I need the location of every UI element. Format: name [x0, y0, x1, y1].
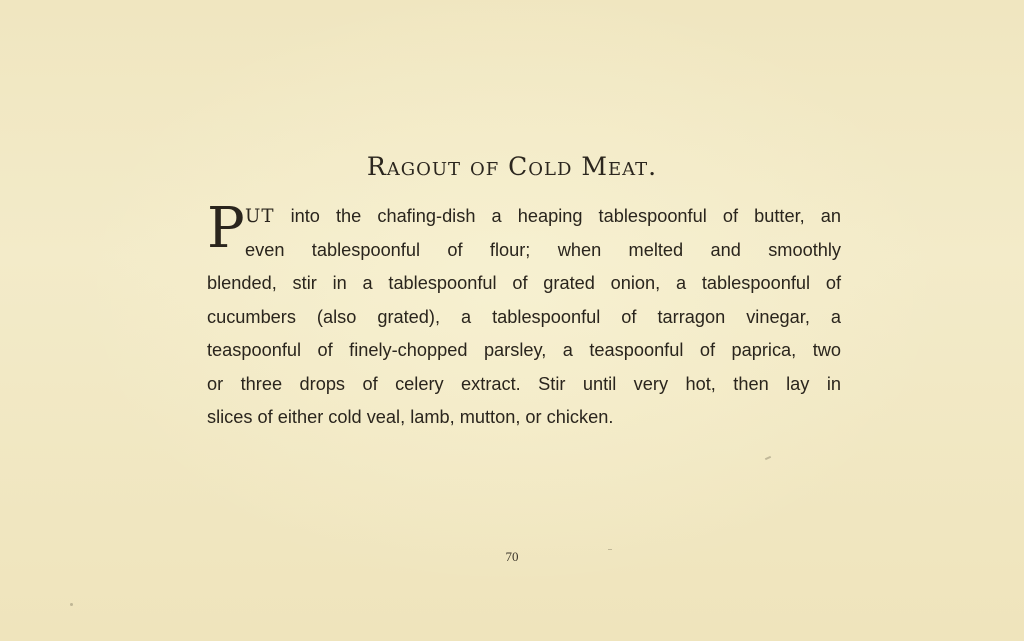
paragraph-line-3: blended, stir in a tablespoonful of grated onion, a tablespoonful of [207, 273, 841, 293]
recipe-paragraph [207, 196, 841, 435]
first-line-text: into the chafing-dish a heaping tablespoonful of butter, an [274, 206, 841, 226]
drop-cap-letter: P [207, 196, 245, 261]
paragraph-line-2: even tablespoonful of flour; when melted and smoothly [245, 239, 841, 260]
recipe-title: Ragout of Cold Meat. [366, 152, 658, 181]
paragraph-line-4: cucumbers (also grated), a tablespoonful of tarragon vinegar, a [207, 306, 841, 327]
paper-speck [608, 549, 612, 550]
paragraph-line-5: teaspoonful of finely-chopped parsley, a teaspoonful of paprica, two [207, 340, 841, 360]
paper-speck [70, 603, 73, 606]
first-line-caps: UT [245, 206, 275, 227]
paragraph-line-6: or three drops of celery extract. Stir until very hot, then lay in [207, 373, 841, 394]
page-number: 70 [505, 549, 519, 564]
paragraph-line-7: slices of either cold veal, lamb, mutton, or chicken. [207, 407, 614, 427]
paragraph-line-1 [207, 200, 841, 234]
paper-speck [765, 456, 771, 460]
